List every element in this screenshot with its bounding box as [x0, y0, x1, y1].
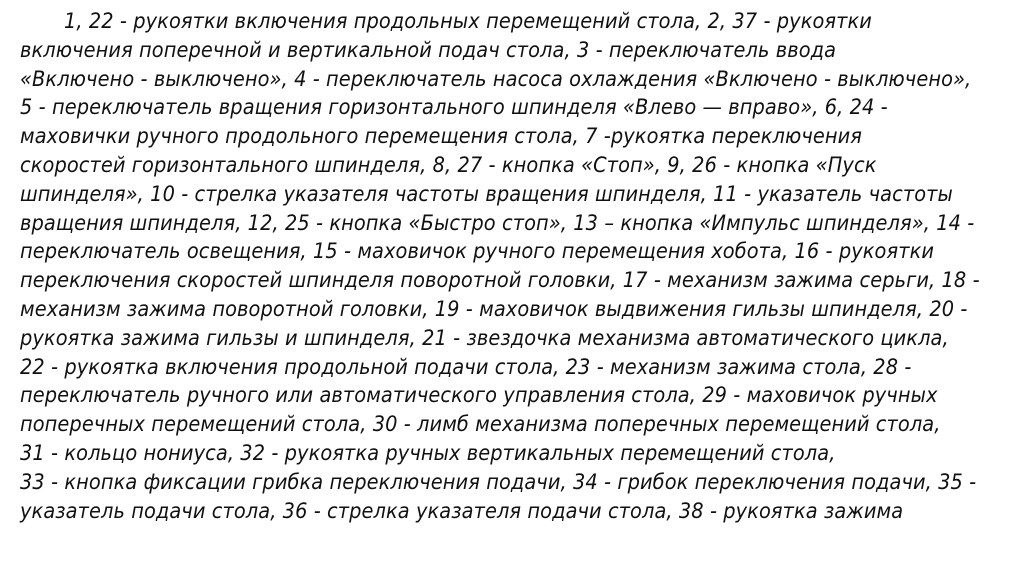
legend-line: скоростей горизонтального шпинделя, 8, 27 - кнопка «Стоп», 9, 26 - кнопка «Пуск	[20, 152, 877, 178]
legend-line: «Включено - выключено», 4 - переключатель насоса охлаждения «Включено - выключено»,	[20, 66, 972, 92]
legend-line: 5 - переключатель вращения горизонтального шпинделя «Влево — вправо», 6, 24 -	[20, 95, 888, 121]
legend-line: 31 - кольцо нониуса, 32 - рукоятка ручных вертикальных перемещений стола,	[20, 440, 836, 466]
legend-line: включения поперечной и вертикальной подач стола, 3 - переключатель ввода	[20, 37, 837, 63]
legend-line: 1, 22 - рукоятки включения продольных перемещений стола, 2, 37 - рукоятки	[64, 9, 872, 34]
legend-line: переключатель освещения, 15 - маховичок ручного перемещения хобота, 16 - рукоятки	[20, 239, 935, 265]
legend-line: переключения скоростей шпинделя поворотной головки, 17 - механизм зажима серьги, 18 -	[20, 268, 980, 294]
legend-text	[20, 8, 1010, 526]
legend-line: переключатель ручного или автоматического управления стола, 29 - маховичок ручных	[20, 383, 938, 409]
legend-line: механизм зажима поворотной головки, 19 - маховичок выдвижения гильзы шпинделя, 20 -	[20, 296, 968, 322]
legend-line: шпинделя», 10 - стрелка указателя частоты вращения шпинделя, 11 - указатель частоты	[20, 181, 953, 207]
legend-line: рукоятка зажима гильзы и шпинделя, 21 - звездочка механизма автоматического цикла,	[20, 325, 949, 351]
legend-line: поперечных перемещений стола, 30 - лимб механизма поперечных перемещений стола,	[20, 412, 941, 438]
legend-line: 33 - кнопка фиксации грибка переключения подачи, 34 - грибок переключения подачи, 35 -	[20, 469, 977, 495]
legend-line: вращения шпинделя, 12, 25 - кнопка «Быстро стоп», 13 – кнопка «Импульс шпинделя», 14 -	[20, 210, 975, 236]
legend-line: указатель подачи стола, 36 - стрелка указателя подачи стола, 38 - рукоятка зажима	[20, 498, 904, 524]
legend-line: 22 - рукоятка включения продольной подачи стола, 23 - механизм зажима стола, 28 -	[20, 354, 912, 380]
legend-line: маховички ручного продольного перемещения стола, 7 -рукоятка переключения	[20, 124, 863, 150]
